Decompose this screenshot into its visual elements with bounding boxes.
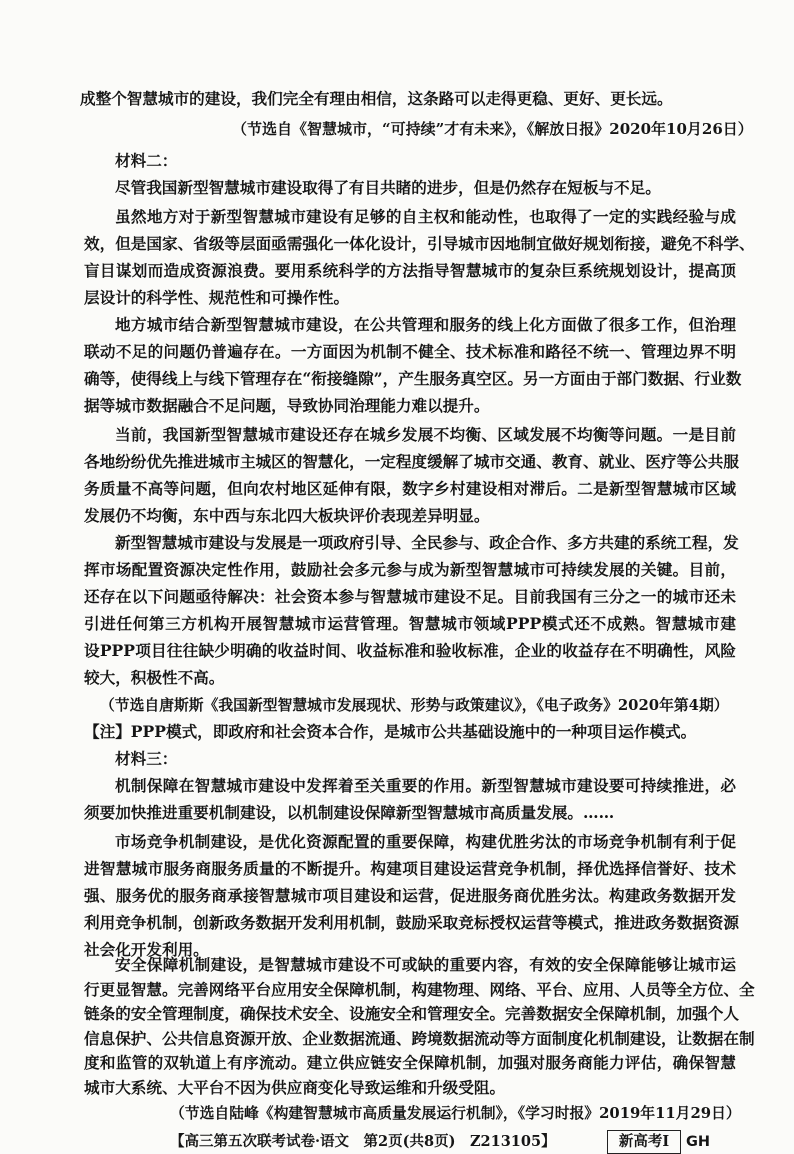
paragraph-line: 利用竞争机制，创新政务数据开发利用机制，鼓励采取竞标授权运营等模式，推进政务数据资源 [84,913,739,932]
paragraph-line: 务质量不高等问题，但向农村地区延伸有限，数字乡村建设相对滞后。二是新型智慧城市区域 [84,479,736,498]
material2-heading: 材料二： [115,151,178,170]
paragraph-line: 设PPP项目往往缺少明确的收益时间、收益标准和验收标准，企业的收益存在不明确性，风险 [84,641,736,660]
paragraph-line: 各地纷纷优先推进城市主城区的智慧化，一定程度缓解了城市交通、教育、就业、医疗等公共服 [84,452,739,471]
footer-exam-info: 【高三第五次联考试卷·语文 第2页(共8页) Z213105】 [170,1133,556,1150]
paragraph-line: 信息保护、公共信息资源开放、企业数据流通、跨境数据流动等方面制度化机制建设，让数据在制 [84,1028,755,1048]
material3-source: （节选自陆峰《构建智慧城市高质量发展运行机制》，《学习时报》2019年11月29日） [170,1105,741,1122]
paragraph-line: 须要加快推进重要机制建设，以机制建设保障新型智慧城市高质量发展。…… [84,803,615,822]
material2-note [84,722,696,742]
paragraph-line: 联动不足的问题仍普遍存在。一方面因为机制不健全、技术标准和路径不统一、管理边界不明 [84,342,736,361]
footer-code: GH [686,1134,711,1150]
paragraph-line: 尽管我国新型智慧城市建设取得了有目共睹的进步，但是仍然存在短板与不足。 [115,178,661,197]
paragraph-line: 市场竞争机制建设，是优化资源配置的重要保障，构建优胜劣汰的市场竞争机制有利于促 [115,832,736,851]
material3-heading: 材料三： [115,749,178,768]
paragraph-line: 层设计的科学性、规范性和可操作性。 [84,288,350,307]
paragraph-line: 城市大系统、大平台不因为供应商变化导致运维和升级受阻。 [84,1077,506,1097]
paragraph-line: 安全保障机制建设，是智慧城市建设不可或缺的重要内容，有效的安全保障能够让城市运 [115,955,736,974]
paragraph-line: 行更显智慧。完善网络平台应用安全保障机制，构建物理、网络、平台、应用、人员等全方位、全 [84,979,755,999]
paragraph-line: 盲目谋划而造成资源浪费。要用系统科学的方法指导智慧城市的复杂巨系统规划设计，提高顶 [84,261,736,280]
paragraph-line: 虽然地方对于新型智慧城市建设有足够的自主权和能动性，也取得了一定的实践经验与成 [115,207,736,226]
paragraph-line: 机制保障在智慧城市建设中发挥着至关重要的作用。新型智慧城市建设要可持续推进，必 [115,776,736,795]
paragraph-line: 还存在以下问题亟待解决：社会资本参与智慧城市建设不足。目前我国有三分之一的城市还未 [84,587,736,606]
paragraph-line: 地方城市结合新型智慧城市建设，在公共管理和服务的线上化方面做了很多工作，但治理 [115,315,736,334]
paragraph-line: 当前，我国新型智慧城市建设还存在城乡发展不均衡、区域发展不均衡等问题。一是目前 [115,425,736,444]
paragraph-line: 引进任何第三方机构开展智慧城市运营管理。智慧城市领域PPP模式还不成熟。智慧城市建 [84,614,736,633]
paragraph-line: 发展仍不均衡，东中西与东北四大板块评价表现差异明显。 [84,506,490,525]
material2-source: （节选自唐斯斯《我国新型智慧城市发展现状、形势与政策建议》，《电子政务》2020年第4期） [100,697,729,714]
paragraph-line: 社会化开发利用。 [84,940,209,959]
paragraph-line: 进智慧城市服务商服务质量的不断提升。构建项目建设运营竞争机制，择优选择信誉好、技术 [84,859,736,878]
paragraph-line: 确等，使得线上与线下管理存在“衔接缝隙”，产生服务真空区。另一方面由于部门数据、行业数 [84,369,742,388]
paragraph-line: 度和监管的双轨道上有序流动。建立供应链安全保障机制，加强对服务商能力评估，确保智慧 [84,1053,736,1072]
paragraph-line: 新型智慧城市建设与发展是一项政府引导、全民参与、政企合作、多方共建的系统工程，发 [115,533,739,552]
paragraph-line: 较大，积极性不高。 [84,668,225,687]
note-text: PPP模式，即政府和社会资本合作，是城市公共基础设施中的一种项目运作模式。 [130,722,697,741]
intro-source: （节选自《智慧城市，“可持续”才有未来》，《解放日报》2020年10月26日） [232,120,753,138]
paragraph-line: 效，但是国家、省级等层面亟需强化一体化设计，引导城市因地制宜做好规划衔接，避免不科学、 [84,234,755,253]
intro-line: 成整个智慧城市的建设，我们完全有理由相信，这条路可以走得更稳、更好、更长远。 [80,89,673,108]
paragraph-line: 链条的安全管理制度，确保技术安全、设施安全和管理安全。完善数据安全保障机制，加强个人 [84,1004,739,1023]
note-label: 【注】 [84,722,131,741]
paragraph-line: 挥市场配置资源决定性作用，鼓励社会多元参与成为新型智慧城市可持续发展的关键。目前， [84,560,736,579]
paragraph-line: 强、服务优的服务商承接智慧城市项目建设和运营，促进服务商优胜劣汰。构建政务数据开发 [84,886,736,905]
paragraph-line: 据等城市数据融合不足问题，导致协同治理能力难以提升。 [84,396,490,415]
footer-badge: 新高考Ⅰ [607,1130,681,1154]
